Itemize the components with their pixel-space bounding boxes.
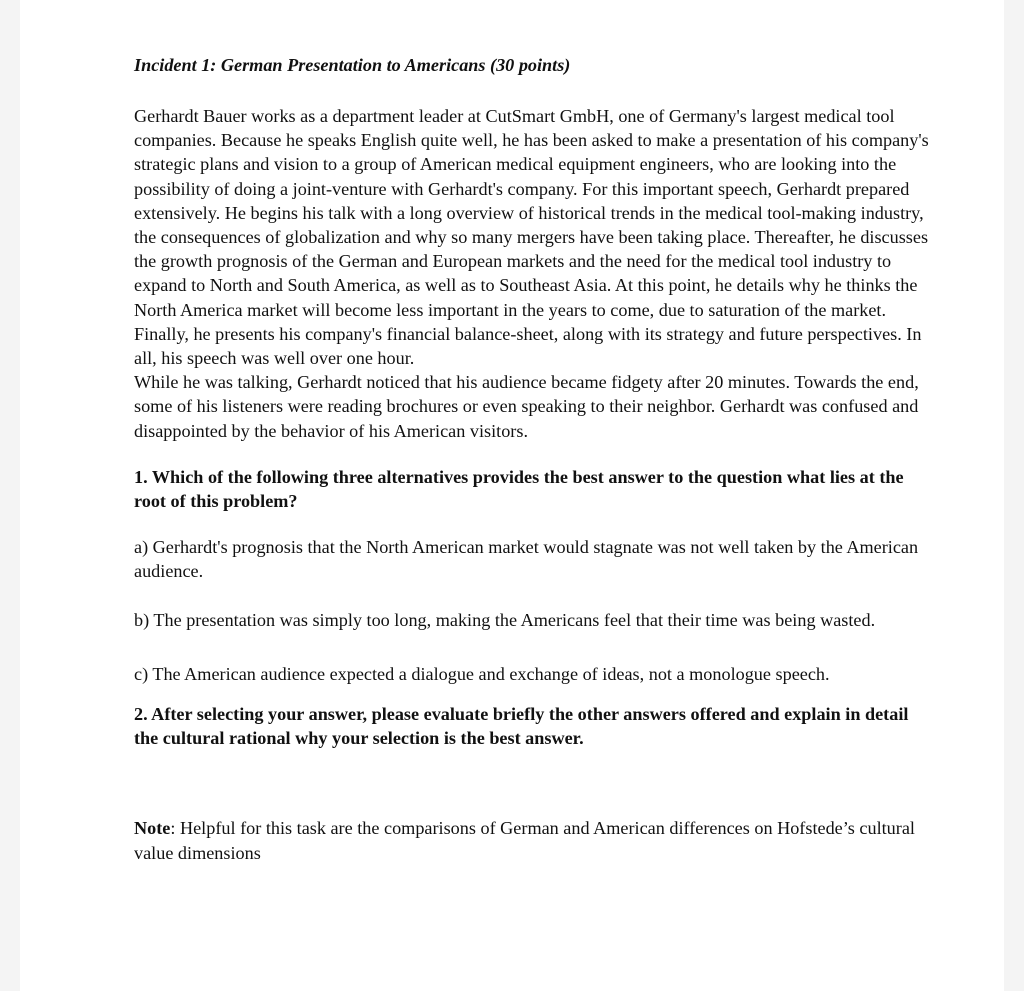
incident-title: Incident 1: German Presentation to Americans (30 points) — [134, 55, 571, 75]
option-c: c) The American audience expected a dialogue and exchange of ideas, not a monologue speech. — [134, 663, 830, 684]
option-a: a) Gerhardt's prognosis that the North American market would stagnate was not well taken by the American audience. — [134, 537, 919, 582]
note-label: Note — [134, 818, 171, 839]
option-b: b) The presentation was simply too long, making the Americans feel that their time was being wasted. — [134, 609, 876, 630]
note-text: : Helpful for this task are the comparisons of German and American differences on Hofstede’s cultural value dimensions — [134, 818, 915, 863]
scenario-paragraph-2: Finally, he presents his company's financial balance-sheet, along with its strategy and future perspectives. In all, his speech was well over one hour. — [134, 323, 922, 369]
scenario-paragraph-3: While he was talking, Gerhardt noticed that his audience became fidgety after 20 minutes. Towards the end, some of his listeners were reading brochures or even speaking to their neighbor. Gerhardt was confused and disappointed by the behavior of his American visitors. — [134, 372, 919, 441]
question-2: 2. After selecting your answer, please evaluate briefly the other answers offered and explain in detail the cultural rational why your selection is the best answer. — [134, 704, 909, 749]
note — [134, 816, 934, 864]
document-content — [134, 53, 934, 865]
question-1: 1. Which of the following three alternatives provides the best answer to the question what lies at the root of this problem? — [134, 466, 904, 512]
scenario-paragraph-1: Gerhardt Bauer works as a department leader at CutSmart GmbH, one of Germany's largest medical tool companies. Because he speaks English quite well, he has been asked to make a presentation of his company's strategic plans and vision to a group of American medical equipment engineers, who are looking into the possibility of doing a joint-venture with Gerhardt's company. For this important speech, Gerhardt prepared extensively. He begins his talk with a long overview of historical trends in the medical tool-making industry, the consequences of globalization and why so many mergers have been taking place. Thereafter, he discusses the growth prognosis of the German and European markets and the need for the medical tool industry to expand to North and South America, as well as to Southeast Asia. At this point, he details why he thinks the North America market will become less important in the years to come, due to saturation of the market. — [134, 106, 929, 320]
document-page — [20, 0, 1004, 991]
